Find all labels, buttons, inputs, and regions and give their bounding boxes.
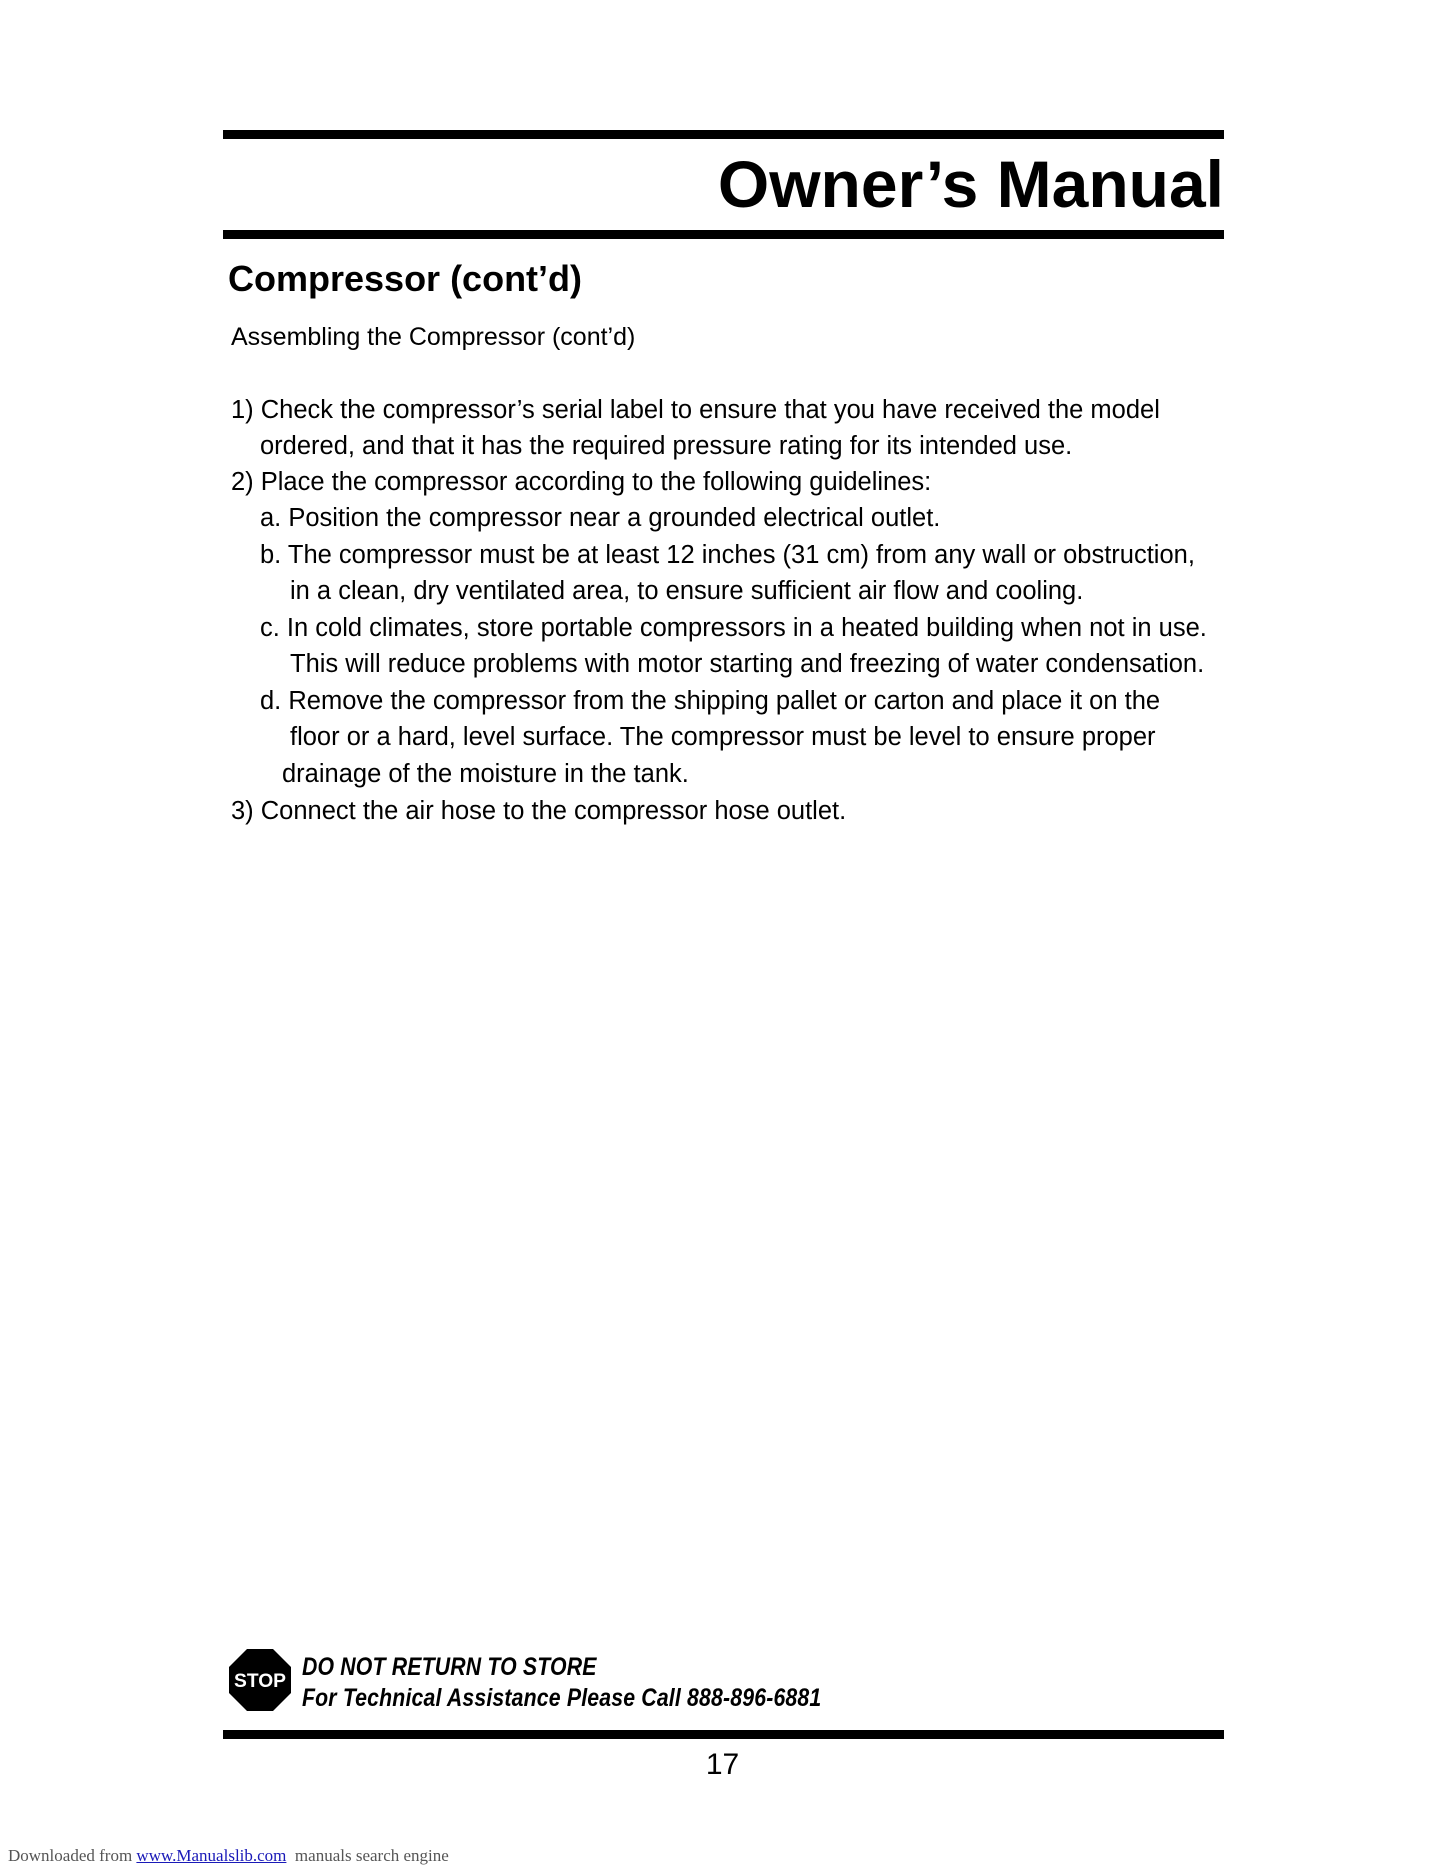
page-number: 17 <box>705 1748 740 1781</box>
step-1-line: 1) Check the compressor’s serial label to ensure that you have received the model <box>231 396 1160 424</box>
guideline-b: b. The compressor must be at least 12 inches (31 cm) from any wall or obstruction, <box>260 541 1195 569</box>
step-2-line: 2) Place the compressor according to the following guidelines: <box>231 468 932 496</box>
guideline-d-continuation-1: floor or a hard, level surface. The compressor must be level to ensure proper <box>290 723 1156 751</box>
page-title: Owner’s Manual <box>717 147 1224 221</box>
step-3-line: 3) Connect the air hose to the compressor hose outlet. <box>231 797 847 825</box>
footer-rule <box>223 1730 1224 1739</box>
guideline-a: a. Position the compressor near a grounded electrical outlet. <box>260 504 941 532</box>
header-rule-bottom <box>223 230 1224 239</box>
guideline-d-continuation-2: drainage of the moisture in the tank. <box>282 760 689 788</box>
download-source-footer <box>8 1846 449 1866</box>
header-rule-top <box>223 130 1224 139</box>
stop-sign-label: STOP <box>234 1671 287 1692</box>
section-heading: Compressor (cont’d) <box>228 258 583 299</box>
footer-suffix: manuals search engine <box>286 1846 449 1865</box>
subheading: Assembling the Compressor (cont’d) <box>231 323 636 351</box>
guideline-c-continuation: This will reduce problems with motor starting and freezing of water condensation. <box>290 650 1205 678</box>
notice-do-not-return: DO NOT RETURN TO STORE <box>302 1653 597 1681</box>
footer-prefix: Downloaded from <box>8 1846 137 1865</box>
manualslib-link[interactable]: www.Manualslib.com <box>136 1846 287 1865</box>
notice-technical-assistance: For Technical Assistance Please Call 888-896-6881 <box>302 1684 822 1712</box>
guideline-b-continuation: in a clean, dry ventilated area, to ensure sufficient air flow and cooling. <box>290 577 1084 605</box>
guideline-d: d. Remove the compressor from the shipping pallet or carton and place it on the <box>260 687 1161 715</box>
stop-sign-icon <box>228 1648 292 1712</box>
step-1-continuation: ordered, and that it has the required pressure rating for its intended use. <box>260 432 1073 460</box>
guideline-c: c. In cold climates, store portable compressors in a heated building when not in use. <box>260 614 1207 642</box>
